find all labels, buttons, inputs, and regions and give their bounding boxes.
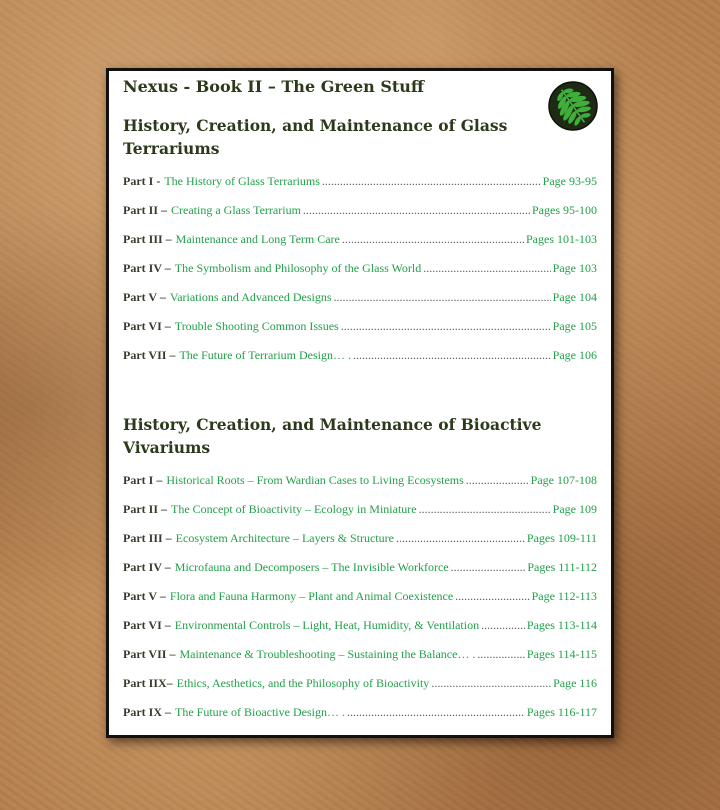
toc-entry[interactable]: [123, 502, 597, 531]
toc-page-ref: Page 104: [552, 290, 597, 304]
dot-leader: [322, 174, 541, 189]
toc-entry-title: Historical Roots – From Wardian Cases to Living Ecosystems: [166, 473, 464, 487]
toc-part-label: Part II –: [123, 502, 167, 516]
toc-part-label: Part VI –: [123, 319, 171, 333]
toc-page-ref: Page 112-113: [531, 589, 597, 603]
toc-page-ref: Pages 114-115: [526, 647, 597, 661]
dot-leader: [477, 647, 524, 662]
toc-entry[interactable]: [123, 676, 597, 705]
dot-leader: [342, 232, 524, 247]
toc-part-label: Part I –: [123, 473, 163, 487]
toc-page-ref: Pages 109-111: [526, 531, 597, 545]
dot-leader: [396, 531, 525, 546]
toc-entry[interactable]: [123, 589, 597, 618]
toc-entry[interactable]: [123, 348, 597, 377]
toc-entry-title: Trouble Shooting Common Issues: [174, 319, 339, 333]
toc-part-label: Part VI –: [123, 618, 171, 632]
toc-entry[interactable]: [123, 319, 597, 348]
section-title-vivariums: History, Creation, and Maintenance of Bioactive Vivariums: [123, 415, 542, 457]
toc-part-label: Part III –: [123, 232, 172, 246]
toc-entry[interactable]: [123, 290, 597, 319]
toc-entry[interactable]: [123, 203, 597, 232]
toc-part-label: Part II –: [123, 203, 167, 217]
toc-entry-title: Ecosystem Architecture – Layers & Structure: [175, 531, 394, 545]
toc-page-ref: Pages 101-103: [526, 232, 597, 246]
toc-entry-title: The History of Glass Terrariums: [164, 174, 320, 188]
toc-page-ref: Pages 111-112: [527, 560, 597, 574]
toc-entry[interactable]: [123, 473, 597, 502]
toc-entry-title: The Symbolism and Philosophy of the Glass World: [174, 261, 422, 275]
toc-part-label: Part IV –: [123, 560, 171, 574]
dot-leader: [303, 203, 530, 218]
toc-page-ref: Page 93-95: [542, 174, 597, 188]
book-title: Nexus - Book II – The Green Stuff: [123, 77, 425, 96]
toc-page-ref: Pages 95-100: [532, 203, 597, 217]
toc-page-ref: Pages 113-114: [526, 618, 597, 632]
toc-entry-title: Microfauna and Decomposers – The Invisible Workforce: [174, 560, 449, 574]
dot-leader: [481, 618, 525, 633]
dot-leader: [431, 676, 551, 691]
dot-leader: [347, 705, 525, 720]
toc-page-ref: Page 109: [552, 502, 597, 516]
toc-part-label: Part V –: [123, 589, 166, 603]
dot-leader: [419, 502, 551, 517]
document-page: [106, 68, 614, 738]
toc-page-ref: Page 116: [553, 676, 597, 690]
toc-entry-title: Ethics, Aesthetics, and the Philosophy of Bioactivity: [176, 676, 430, 690]
toc-entry[interactable]: [123, 618, 597, 647]
toc-part-label: Part I -: [123, 174, 161, 188]
dot-leader: [455, 589, 529, 604]
toc-part-label: Part IV –: [123, 261, 171, 275]
toc-terrariums: [123, 174, 597, 377]
toc-page-ref: Page 107-108: [530, 473, 597, 487]
toc-entry-title: Creating a Glass Terrarium: [171, 203, 301, 217]
dot-leader: [466, 473, 529, 488]
toc-entry-title: The Concept of Bioactivity – Ecology in Miniature: [171, 502, 417, 516]
toc-part-label: Part VII –: [123, 348, 176, 362]
dot-leader: [341, 319, 551, 334]
toc-entry[interactable]: [123, 261, 597, 290]
toc-part-label: Part IIX–: [123, 676, 173, 690]
toc-page-ref: Pages 116-117: [526, 705, 597, 719]
toc-part-label: Part V –: [123, 290, 166, 304]
toc-part-label: Part VII –: [123, 647, 176, 661]
toc-entry-title: Flora and Fauna Harmony – Plant and Animal Coexistence: [169, 589, 454, 603]
toc-entry-title: The Future of Terrarium Design… .: [179, 348, 352, 362]
dot-leader: [423, 261, 550, 276]
toc-entry-title: Maintenance & Troubleshooting – Sustaining the Balance… .: [179, 647, 476, 661]
toc-page-ref: Page 103: [552, 261, 597, 275]
toc-part-label: Part III –: [123, 531, 172, 545]
toc-vivariums: [123, 473, 597, 734]
dot-leader: [451, 560, 526, 575]
toc-entry[interactable]: [123, 705, 597, 734]
toc-entry-title: The Future of Bioactive Design… .: [175, 705, 345, 719]
toc-page-ref: Page 106: [552, 348, 597, 362]
toc-entry[interactable]: [123, 560, 597, 589]
toc-entry[interactable]: [123, 647, 597, 676]
dot-leader: [353, 348, 551, 363]
toc-entry[interactable]: [123, 232, 597, 261]
toc-page-ref: Page 105: [552, 319, 597, 333]
dot-leader: [334, 290, 551, 305]
toc-entry[interactable]: [123, 174, 597, 203]
toc-entry-title: Variations and Advanced Designs: [169, 290, 332, 304]
toc-entry[interactable]: [123, 531, 597, 560]
section-title-terrariums: History, Creation, and Maintenance of Glass Terrariums: [123, 116, 508, 158]
toc-entry-title: Environmental Controls – Light, Heat, Humidity, & Ventilation: [174, 618, 480, 632]
toc-entry-title: Maintenance and Long Term Care: [175, 232, 340, 246]
toc-part-label: Part IX –: [123, 705, 171, 719]
